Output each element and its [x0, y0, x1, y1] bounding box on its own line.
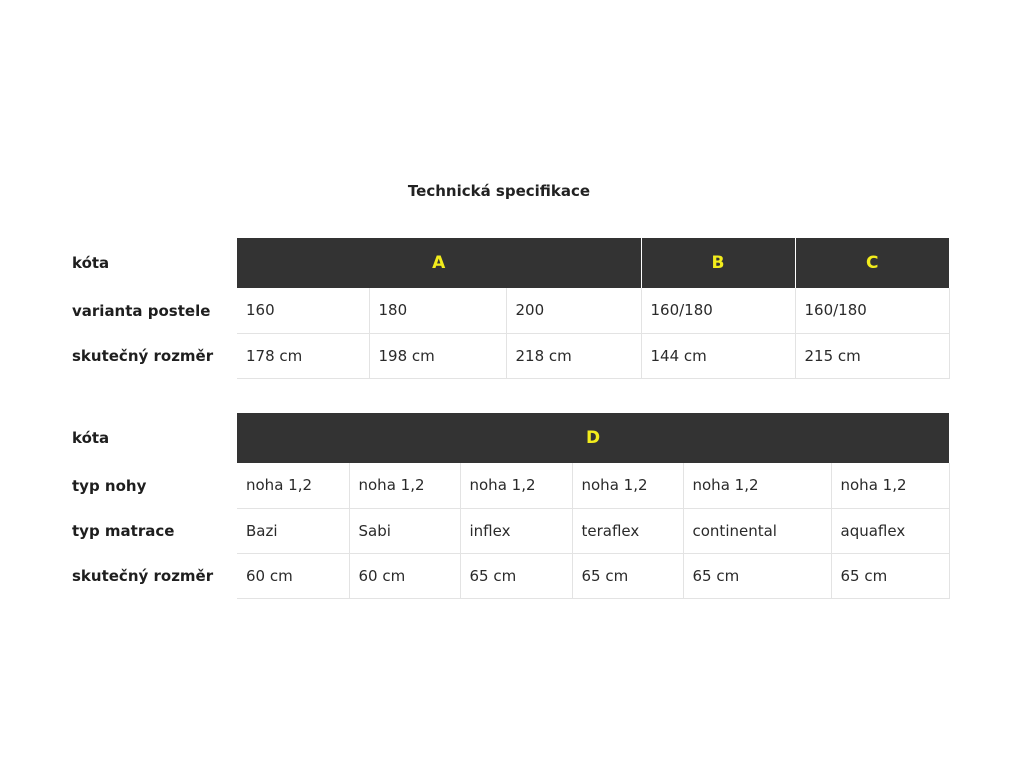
header-group-b: B: [641, 238, 795, 288]
page-title: Technická specifikace: [407, 182, 591, 200]
table-cell: teraflex: [572, 508, 683, 553]
row-label-varianta: varianta postele: [72, 301, 211, 320]
table-row: [62, 508, 949, 553]
row-label-kota: kóta: [72, 254, 110, 272]
table-cell: continental: [683, 508, 831, 553]
table-cell: 198 cm: [369, 333, 506, 378]
table-cell: 160/180: [795, 288, 949, 333]
table-cell: 180: [369, 288, 506, 333]
table-cell: 65 cm: [572, 553, 683, 598]
table-cell: 65 cm: [831, 553, 949, 598]
table-cell: 144 cm: [641, 333, 795, 378]
header-group-c: C: [795, 238, 949, 288]
table-cell: Sabi: [349, 508, 460, 553]
row-label-rozmer: skutečný rozměr: [72, 566, 214, 585]
table-cell: noha 1,2: [460, 463, 572, 508]
row-label-typ-nohy: typ nohy: [72, 476, 147, 495]
table-cell: 218 cm: [506, 333, 641, 378]
row-label-kota: kóta: [72, 429, 110, 447]
table-cell: inflex: [460, 508, 572, 553]
spec-table-abc: [62, 238, 950, 379]
table-cell: 60 cm: [349, 553, 460, 598]
table-cell: noha 1,2: [683, 463, 831, 508]
table-cell: Bazi: [237, 508, 349, 553]
table-cell: noha 1,2: [237, 463, 349, 508]
header-group-a: A: [237, 238, 641, 288]
spec-table-d: [62, 413, 950, 599]
table-row: [62, 463, 949, 508]
table-cell: noha 1,2: [572, 463, 683, 508]
table-cell: 160/180: [641, 288, 795, 333]
row-label-typ-matrace: typ matrace: [72, 521, 175, 540]
table-cell: 200: [506, 288, 641, 333]
header-row: [62, 413, 949, 463]
table-cell: noha 1,2: [831, 463, 949, 508]
table-cell: 160: [237, 288, 369, 333]
header-row: [62, 238, 949, 288]
table-cell: 65 cm: [683, 553, 831, 598]
table-row: [62, 288, 949, 333]
table-cell: 60 cm: [237, 553, 349, 598]
header-group-d: D: [237, 413, 949, 463]
table-cell: noha 1,2: [349, 463, 460, 508]
table-cell: 178 cm: [237, 333, 369, 378]
row-label-rozmer: skutečný rozměr: [72, 346, 214, 365]
table-cell: 65 cm: [460, 553, 572, 598]
table-cell: aquaflex: [831, 508, 949, 553]
table-row: [62, 553, 949, 598]
table-cell: 215 cm: [795, 333, 949, 378]
table-row: [62, 333, 949, 378]
